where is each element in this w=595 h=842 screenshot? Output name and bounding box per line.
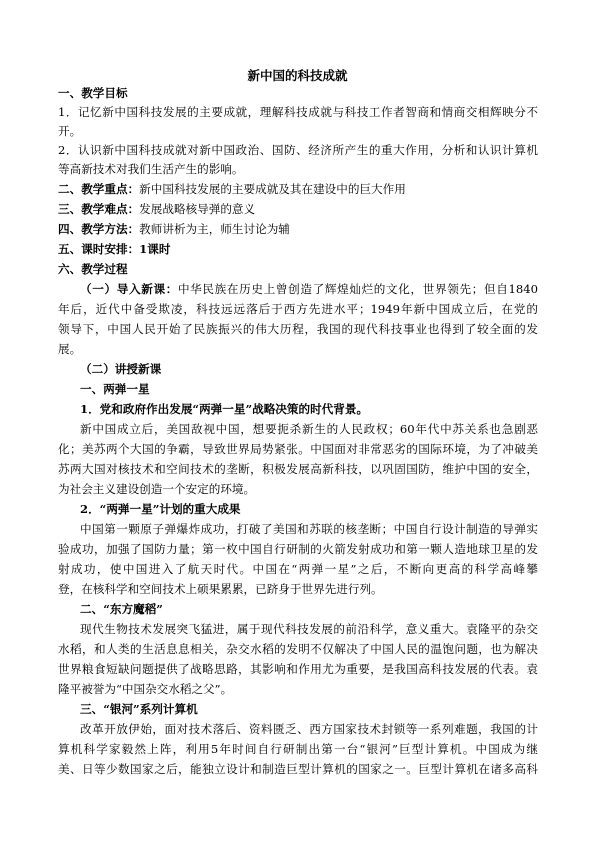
topic-1-paragraph-2-line: 验成功，加强了国防力量；第一枚中国自行研制的火箭发射成功和第一颗人造地球卫星的发 [58,542,538,556]
difficulty-label: 三、教学难点： [58,202,140,216]
difficulty-row [58,202,255,216]
key-points-row [58,182,406,196]
topic-1-subheading-2: 2．“两弹一星”计划的重大成果 [80,502,241,516]
topic-2-paragraph-line: 隆平被誉为“中国杂交水稻之父”。 [58,682,233,696]
topic-2-paragraph-line: 水稻，和人类的生活息息相关，杂交水稻的发明不仅解决了中国人民的温饱问题，也为解决 [58,642,538,656]
schedule-text: 1课时 [139,242,171,256]
topic-1-paragraph-2-line: 中国第一颗原子弹爆炸成功，打破了美国和苏联的核垄断；中国自行设计制造的导弹实 [80,522,538,536]
topic-3-paragraph-line: 美、日等少数国家之后，能独立设计和制造巨型计算机的国家之一。巨型计算机在诸多高科 [58,762,538,776]
new-lesson-heading: （二）讲授新课 [80,362,162,376]
topic-1-subheading-1: 1．党和政府作出发展“两弹一星”战略决策的时代背景。 [80,402,369,416]
topic-1-paragraph-1-line: 化；美苏两个大国的争霸，导致世界局势紧张。中国面对非常恶劣的国际环境，为了冲破美 [58,442,538,456]
topic-1-heading: 一、两弹一星 [80,382,150,396]
section-process-heading: 六、教学过程 [58,262,128,276]
section-objectives-heading: 一、教学目标 [58,86,128,100]
intro-line-2: 年后，近代中备受欺凌，科技远远落后于西方先进水平；1949年新中国成立后，在党的 [58,302,538,316]
objective-1-line-1: 1．记忆新中国科技发展的主要成就，理解科技成就与科技工作者智商和情商交相辉映分不 [58,105,538,119]
schedule-row [58,242,170,256]
intro-text-1: 中华民族在历史上曾创造了辉煌灿烂的文化，世界领先；但自1840 [177,282,538,296]
topic-1-paragraph-2-line: 登，在核科学和空间技术上硕果累累，已跻身于世界先进行列。 [58,582,383,596]
topic-3-heading: 三、“银河”系列计算机 [80,702,198,716]
intro-line-3: 领导下，中国人民开始了民族振兴的伟大历程，我国的现代科技事业也得到了较全面的发 [58,322,538,336]
objective-2-line-2: 等高新技术对我们生活产生的影响。 [58,162,244,176]
topic-2-heading: 二、“东方魔稻” [80,602,163,616]
topic-3-paragraph-line: 算机科学家毅然上阵，利用5年时间自行研制出第一台“银河”巨型计算机。中国成为继 [58,742,538,756]
topic-1-paragraph-2-line: 射成功，使中国进入了航天时代。中国在“两弹一星”之后，不断向更高的科学高峰攀 [58,562,538,576]
schedule-label: 五、课时安排： [58,242,140,256]
key-points-text: 新中国科技发展的主要成就及其在建设中的巨大作用 [139,182,406,196]
topic-1-paragraph-1-line: 苏两大国对核技术和空间技术的垄断，积极发展高新科技，以巩固国防，维护中国的安全， [58,462,538,476]
page-title: 新中国的科技成就 [247,68,348,83]
topic-2-paragraph-line: 世界粮食短缺问题提供了战略思路，其影响和作用尤为重要，是我国高科技发展的代表。袁 [58,662,538,676]
objective-1-line-2: 开。 [58,124,82,138]
method-row [58,222,290,236]
intro-line-4: 展。 [58,342,82,356]
topic-3-paragraph-line: 改革开放伊始，面对技术落后、资料匮乏、西方国家技术封锁等一系列难题，我国的计 [80,722,538,736]
method-text: 教师讲析为主，师生讨论为辅 [139,222,290,236]
topic-2-paragraph-line: 现代生物技术发展突飞猛进，属于现代科技发展的前沿科学，意义重大。袁隆平的杂交 [80,622,538,636]
intro-line-1 [80,282,538,296]
method-label: 四、教学方法： [58,222,140,236]
topic-1-paragraph-1-line: 新中国成立后，美国敌视中国，想要扼杀新生的人民政权；60年代中苏关系也急剧恶 [80,422,538,436]
topic-1-paragraph-1-line: 为社会主义建设创造一个安定的环境。 [58,482,256,496]
difficulty-text: 发展战略核导弹的意义 [139,202,256,216]
objective-2-line-1: 2．认识新中国科技成就对新中国政治、国防、经济所产生的重大作用，分析和认识计算机 [58,143,538,157]
intro-label: （一）导入新课： [80,282,178,296]
key-points-label: 二、教学重点： [58,182,140,196]
